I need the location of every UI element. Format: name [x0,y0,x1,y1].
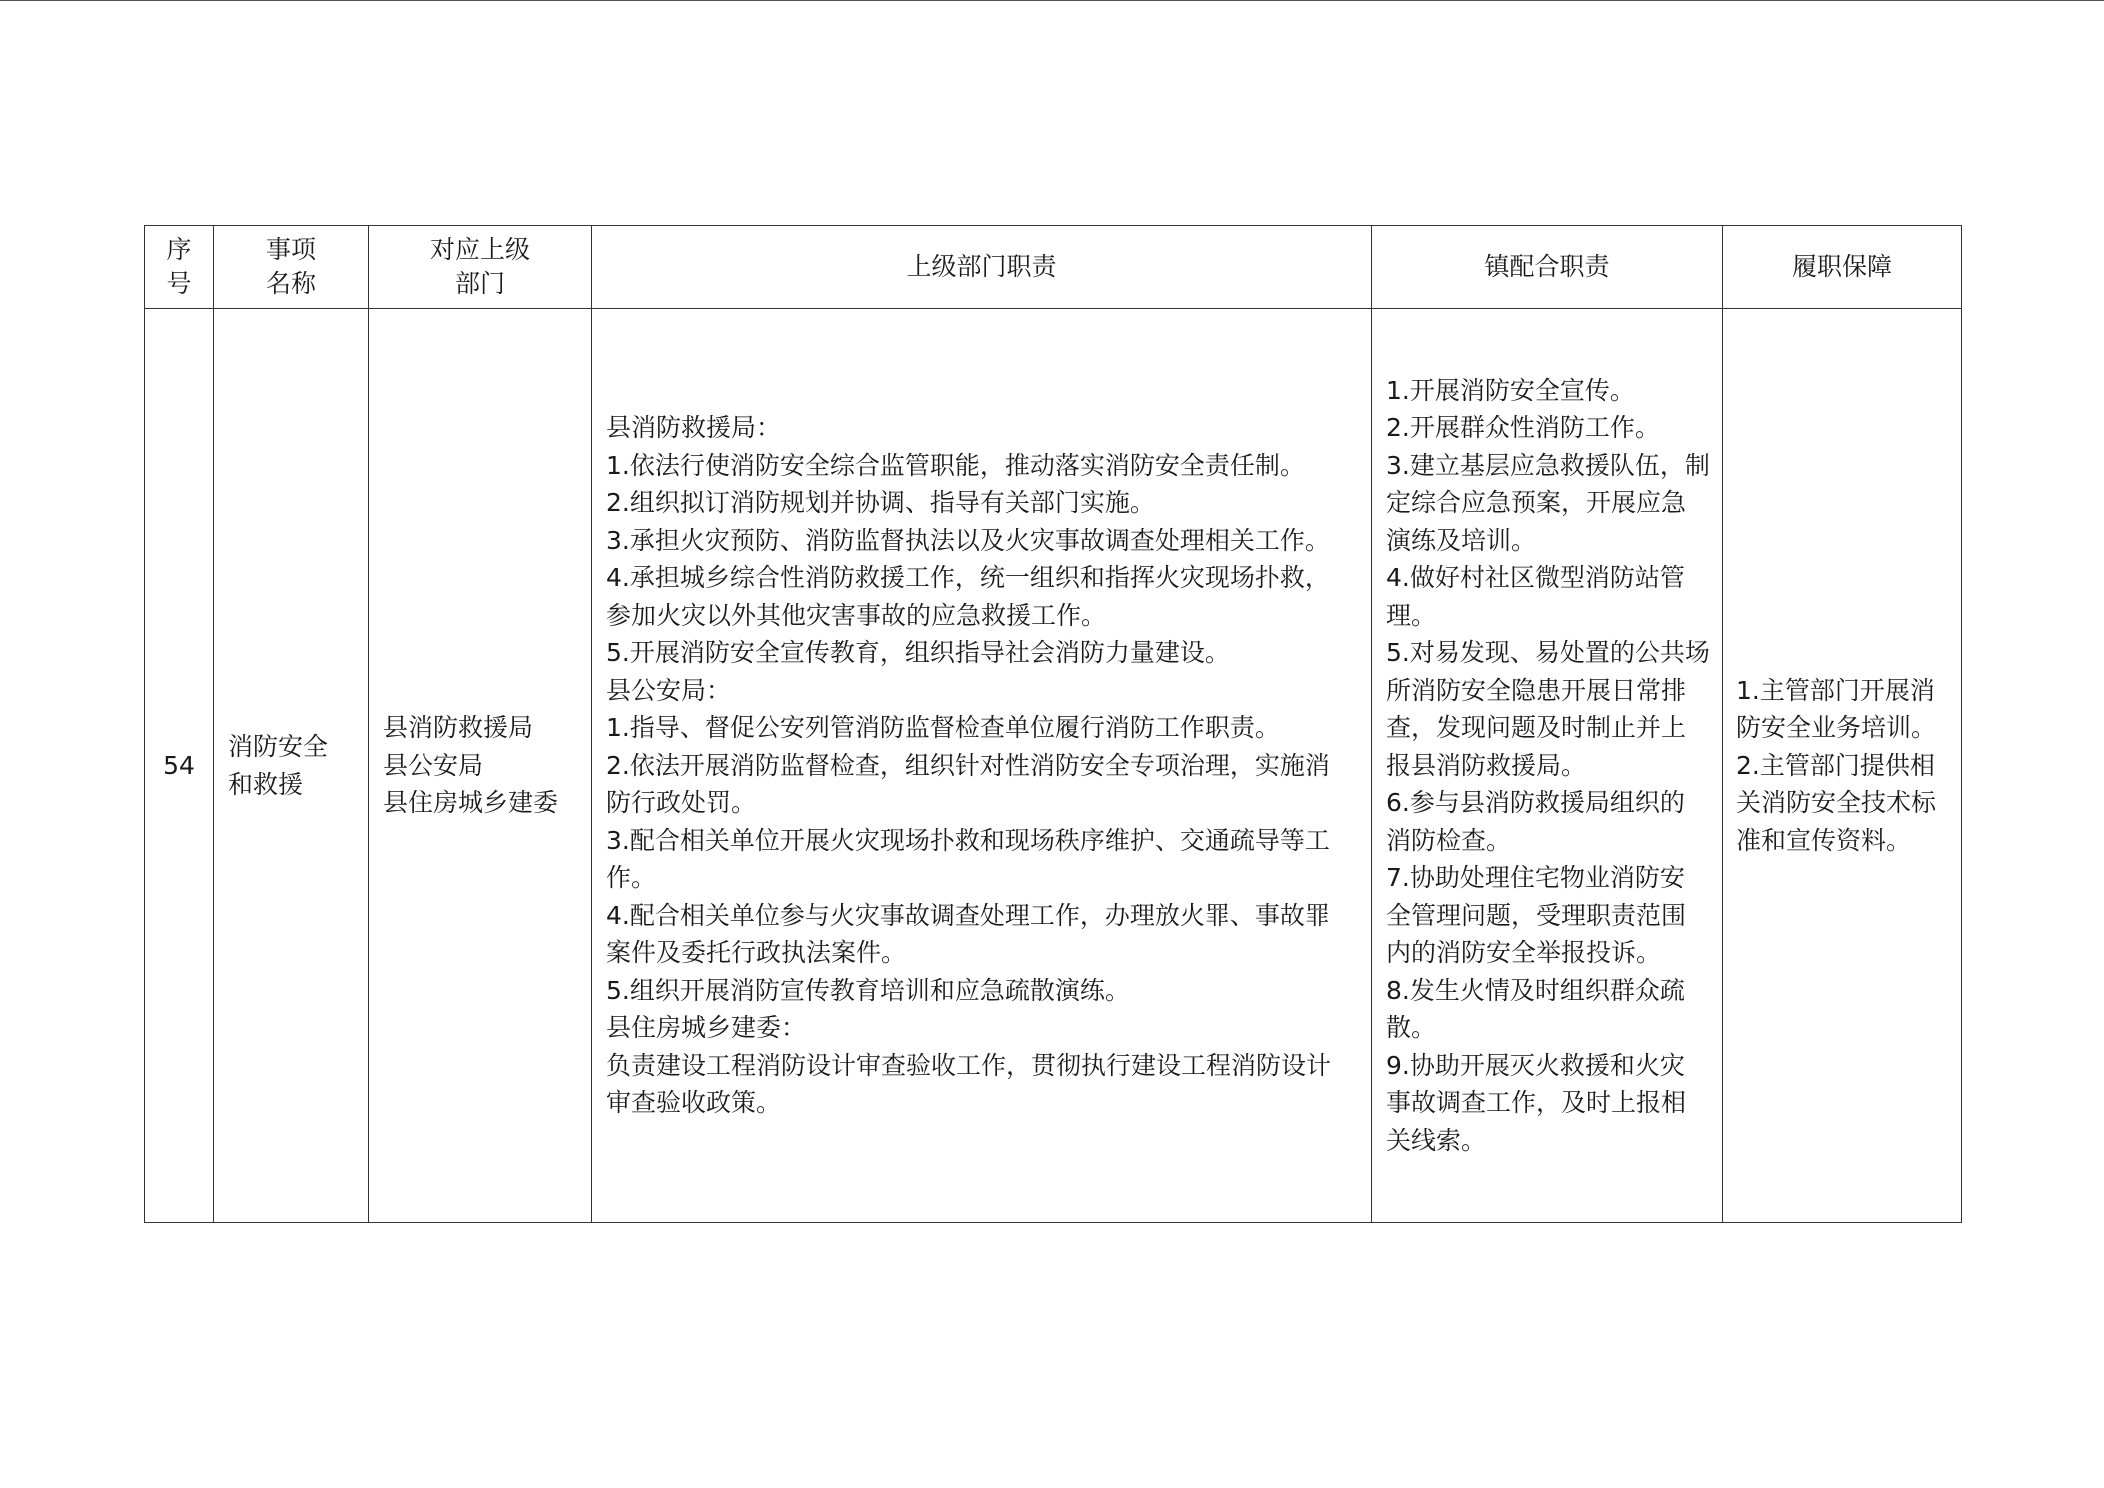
superior-duty-line: 5.开展消防安全宣传教育，组织指导社会消防力量建设。 [606,638,1230,668]
town-duty-line: 1.开展消防安全宣传。 [1386,375,1635,405]
header-superior-duties: 上级部门职责 [592,226,1372,309]
superior-dept-line: 县公安局 [383,750,484,780]
town-duty-line: 7.协助处理住宅物业消防安 [1386,863,1685,893]
superior-duty-line: 1.指导、督促公安列管消防监督检查单位履行消防工作职责。 [606,713,1280,743]
superior-duty-line: 3.配合相关单位开展火灾现场扑救和现场秩序维护、交通疏导等工 [606,825,1330,855]
header-no-line-1: 序 [166,235,192,264]
superior-duty-line: 5.组织开展消防宣传教育培训和应急疏散演练。 [606,975,1130,1005]
guarantee-line: 准和宣传资料。 [1736,825,1912,855]
town-duty-line: 2.开展群众性消防工作。 [1386,413,1660,443]
header-item-name [214,226,369,309]
town-duty-line: 散。 [1386,1013,1437,1043]
superior-duty-line: 县住房城乡建委： [606,1013,807,1043]
header-item-name-line-1: 事项 [265,235,316,264]
superior-duty-line: 防行政处罚。 [606,788,757,818]
item-name-line: 和救援 [228,769,304,799]
town-duty-line: 演练及培训。 [1386,525,1537,555]
cell-no: 54 [145,309,214,1223]
town-duty-line: 消防检查。 [1386,825,1512,855]
header-no-line-2: 号 [166,269,192,298]
town-duty-line: 理。 [1386,600,1437,630]
town-duty-line: 报县消防救援局。 [1386,750,1587,780]
superior-dept-line: 县消防救援局 [383,713,534,743]
header-superior-dept-line-2: 部门 [454,269,505,298]
item-name-line: 消防安全 [228,732,329,761]
header-superior-dept-line-1: 对应上级 [429,235,530,264]
town-duty-line: 定综合应急预案，开展应急 [1386,488,1687,518]
town-duty-line: 3.建立基层应急救援队伍，制 [1386,450,1710,480]
superior-duty-line: 县公安局： [606,675,732,705]
superior-duty-line: 3.承担火灾预防、消防监督执法以及火灾事故调查处理相关工作。 [606,525,1330,555]
guarantee-line: 关消防安全技术标 [1736,788,1937,818]
superior-duty-line: 1.依法行使消防安全综合监管职能，推动落实消防安全责任制。 [606,450,1305,480]
superior-duty-line: 参加火灾以外其他灾害事故的应急救援工作。 [606,600,1107,630]
cell-superior-duties [592,309,1372,1223]
town-duty-line: 事故调查工作，及时上报相 [1386,1088,1687,1118]
superior-duty-line: 4.承担城乡综合性消防救援工作，统一组织和指挥火灾现场扑救， [606,563,1330,593]
cell-item-name [214,309,369,1223]
header-guarantee: 履职保障 [1723,226,1962,309]
town-duty-line: 查，发现问题及时制止并上 [1386,713,1687,743]
superior-dept-line: 县住房城乡建委 [383,788,559,818]
town-duty-line: 5.对易发现、易处置的公共场 [1386,638,1710,668]
superior-duty-line: 2.组织拟订消防规划并协调、指导有关部门实施。 [606,488,1155,518]
town-duty-line: 8.发生火情及时组织群众疏 [1386,975,1685,1005]
header-town-duties: 镇配合职责 [1372,226,1723,309]
superior-duty-line: 作。 [606,863,657,893]
superior-duty-line: 案件及委托行政执法案件。 [606,938,907,968]
guarantee-line: 1.主管部门开展消 [1736,675,1935,705]
guarantee-line: 2.主管部门提供相 [1736,750,1935,780]
header-superior-dept [369,226,592,309]
header-item-name-line-2: 名称 [265,269,316,298]
cell-superior-dept [369,309,592,1223]
town-duty-line: 6.参与县消防救援局组织的 [1386,788,1685,818]
town-duty-line: 全管理问题，受理职责范围 [1386,900,1687,930]
cell-guarantee [1723,309,1962,1223]
cell-town-duties [1372,309,1723,1223]
guarantee-line: 防安全业务培训。 [1736,713,1937,743]
town-duty-line: 所消防安全隐患开展日常排 [1386,675,1687,705]
superior-duty-line: 审查验收政策。 [606,1088,782,1118]
page-top-border [0,0,2104,1]
superior-duty-line: 负责建设工程消防设计审查验收工作，贯彻执行建设工程消防设计 [606,1050,1332,1080]
town-duty-line: 4.做好村社区微型消防站管 [1386,563,1685,593]
superior-duty-line: 4.配合相关单位参与火灾事故调查处理工作，办理放火罪、事故罪 [606,900,1330,930]
town-duty-line: 关线索。 [1386,1125,1487,1155]
table-row [145,309,1962,1223]
superior-duty-line: 2.依法开展消防监督检查，组织针对性消防安全专项治理，实施消 [606,750,1330,780]
header-no [145,226,214,309]
town-duty-line: 9.协助开展灭火救援和火灾 [1386,1050,1685,1080]
duty-table [144,225,1962,1223]
superior-duty-line: 县消防救援局： [606,413,782,443]
town-duty-line: 内的消防安全举报投诉。 [1386,938,1662,968]
table-header-row [145,226,1962,309]
